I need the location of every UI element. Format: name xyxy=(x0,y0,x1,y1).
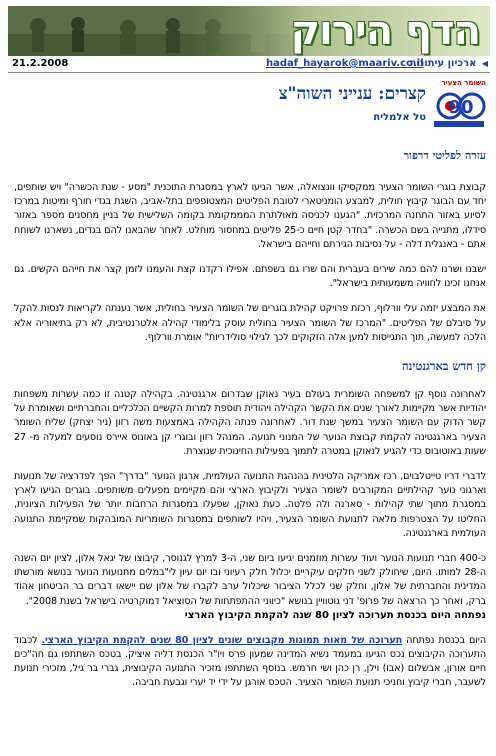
section-heading: עזרה לפליטי דרפור xyxy=(403,149,486,162)
issue-date: 21.2.2008 xyxy=(12,58,69,69)
divider xyxy=(8,72,490,73)
article-header xyxy=(8,76,490,146)
paragraph: לאחרונה נוסף קן למשפחה השומרית בעולם בעיר נאוקן שבדרום ארגנטינה. בקהילה קטנה זו כמה עשרות משפחות יהודיות אשר מקיימות לאורך שנים את הקשר הקהילה ויהודית תוספת למרות הקשיים הכלכליים והחברתיים ושאומרת על קשר הדוק עם השומר הצעיר במשך שנת דור. לאחרונה פנתה הקהילה באמצעות משה רזון (ניר יצחק) שליח השומר הצעיר בארגנטינה להקמת קבוצת הנוער של המנוני תנועה. המנהל רזון ובוגרי קן באונוס איירס נוסעים למעלה מ- 27 שעות באוטובוס כדי להגיע לנאוקן במטרה לתמוך בפעילות החינוכית שנוצרת. xyxy=(14,389,486,457)
paragraph: ישבנו ושרנו להם כמה שירים בעברית והם שרו גם בשפתם. אפילו רקדנו קצת והעמנו לזמן קצר את חייהם הקשים. גם אנחנו זכינו לחוויה משמעותית בישראל". xyxy=(14,264,486,290)
article-body xyxy=(14,149,486,691)
section-heading: קן חדש בארגנטינה xyxy=(402,359,486,374)
article-title: קצרים: ענייני השוה"צ xyxy=(278,84,426,104)
emblem-org-name: השומר הצעיר xyxy=(441,79,486,87)
banner-scene-image xyxy=(8,6,308,56)
archive-link-label: ארכיון עיתונות xyxy=(409,58,477,69)
emblem-year: 90 xyxy=(448,97,474,118)
paragraph: את המבצע יזמה עלי וורלוף, רכזת פרויקט קהילת בוגרים של השומר הצעיר בחולית, אשר נענתה לקריאות לנסות להקל על סיבלם של הפליטים. "המרכז של השומר הצעיר בחולית עוסק בלימודי קהילה אלטרנטיבית, לא רק בתיאוריה אלא הלכה למעשה, תוך התגייסות למען אלה הזקוקים לכך לגילוי סולידריות" אומרת וורלוף. xyxy=(14,303,486,343)
arrow-left-icon: ◀ xyxy=(481,59,488,68)
info-bar xyxy=(8,57,490,70)
site-banner xyxy=(8,6,490,56)
contact-email-link[interactable]: hadaf_hayarok@maariv.co.il xyxy=(266,58,424,69)
archive-link[interactable] xyxy=(409,57,488,70)
paragraph: קבוצת בוגרי השומר הצעיר ממקסיקו וונצואלה, אשר הגיעו לארץ במסגרת התוכנית "מסע - שנת הכשרה" ויש שותפים, יחד עם הבוגר קיבוץ חולית, למבצע הומניטארי לטובת הפליטים המצטופפים בתל-אביב, השגת בגדי חורף ומיטות במרכז לסיוע באזור התחנה המרכזית. "הגענו לכניסה מאולתרת המממקומת בקומה השלישית של בניין מחסנים מספר באזור סידלו, מתנייה בשם הכשרה. "בחדר קטן חיים כ-25 פליטים במחסור מוחלט. לאחר שהבאנו להם בגדים, נשארנו לשוחח אתם - באנגלית דלה - על נסיבות הגירתם וחייהם בישראל. xyxy=(14,182,486,250)
article-author: טל אלמליח xyxy=(373,112,426,123)
paragraph-rest: לכבוד התערוכה הקיבוצים נכס הגיעו במעמד נשיא המדינה שמעון פרס ויו"ר הכנסת דליה איציק. בטכס השתתפו גם חה"כים חיים אורון, אבשלום (אבו) וילן, רן כהן ושי חרמש. בנוסף השתתפו מזכיר התנועה הקיבוצית, גברי בר גיל, מזכירי תנועת לשעבר, חברי קיבוץ וחניכי תנועת השומר הצעיר. הטכס אורגן על ידי יד יערי וגבעת חביבה. xyxy=(14,634,486,689)
paragraph: לדברי דריו טייטלבוים, רכז אמריקה הלטינית בהנהגת התנועה העולמית, ארגון הנוער "בדרך" הפך לפדרציה של תנועות וארגוני נוער קהילתיים המקורבים לשומר הצעיר ולקיבוץ הארצי והם מקיימים מפעלים משותפים. בוגרים הגיעו לארץ במסגרת מתוך שתי קהילות - סארנה ולה פלטה. כעת נאוקן, שפעלו במסגרות הרחבות יותר של הפעילות הציונית, החליטו על הצטרפות מלאה לתנועת השומר הצעיר, ויהיו לשותפים במסגרות השומריות המובהקות שמקיימת התנועה העולמית בארגנטינה. xyxy=(14,471,486,539)
section-heading: נפתחה היום בכנסת תערוכה לציון 80 שנה להקמת הקיבוץ הארצי xyxy=(184,609,486,621)
site-logo[interactable]: הדף הירוק xyxy=(290,8,480,54)
paragraph: כ-400 חברי תנועות הנוער ועוד עשרות מוזמנים יגיעו ביום שני, ה-3 למרץ לגנוסר, קיבוצו של יגאל אלון, לציון יום השנה ה-28 למותו. היום, שיחולק לשני חלקים עיקריים יכלול חלק רעיוני ובו יום עיון לי"במלים מתנועות הנוער בנושא מורשתו המדינית והחברתית של אלון, וחלק שני לכלל הציבור שיכלול ערב לקברו של אלון שם יישאו דברים בר הביטחון אהוד ברק, ואחר כך הרצאה של פרופ' דני גוטוויין בנושא "כיווני ההתפתחות של הסוציאל דמוקרטיה בישראל בשנת 2008". xyxy=(14,553,486,607)
paragraph-lead: היום בכנסת נפתחה xyxy=(402,634,486,646)
movement-emblem-icon xyxy=(428,76,488,130)
paragraph xyxy=(14,634,486,691)
exhibition-link[interactable]: תערוכה של מאות תמונות מקבוצים שונים לציון 80 שנים להקמת הקיבוץ הארצי. xyxy=(41,634,403,646)
